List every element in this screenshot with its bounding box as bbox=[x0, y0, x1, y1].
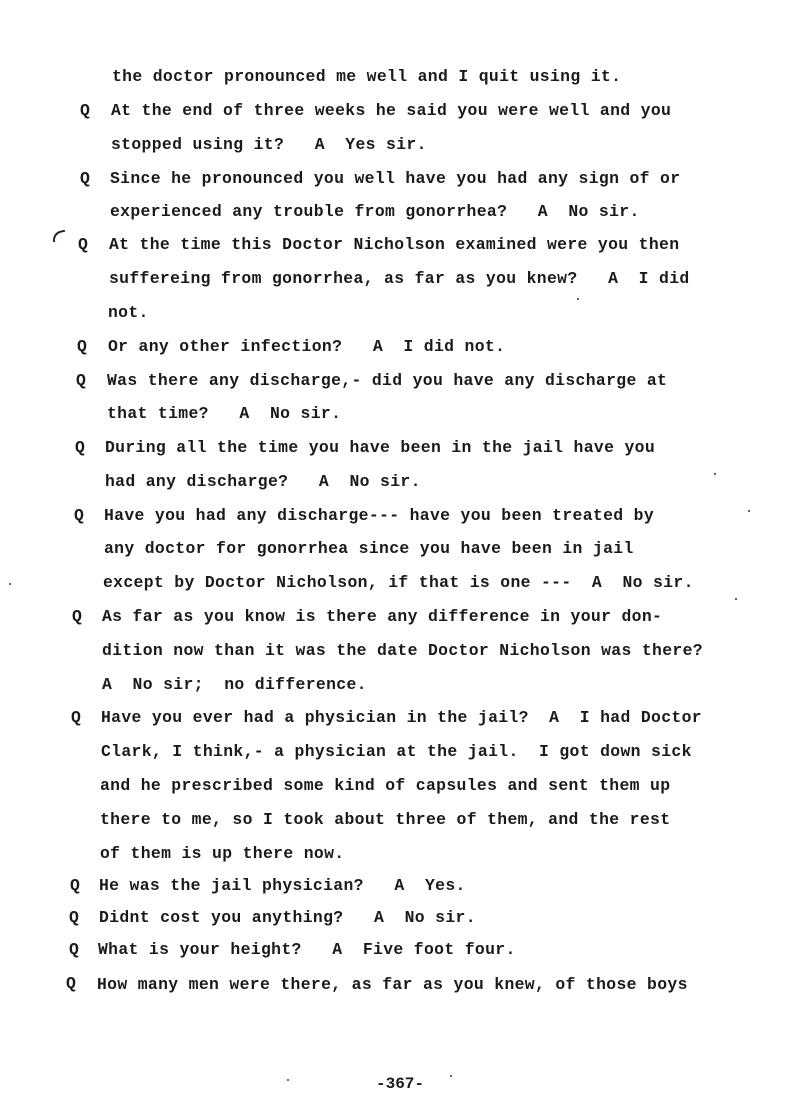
transcript-line: At the time this Doctor Nicholson examined were you then bbox=[109, 235, 680, 254]
question-marker: Q bbox=[80, 169, 90, 188]
transcript-line: Was there any discharge,- did you have any discharge at bbox=[107, 371, 668, 390]
question-marker: Q bbox=[74, 506, 84, 525]
transcript-line: During all the time you have been in the jail have you bbox=[105, 438, 656, 457]
transcript-line: not. bbox=[108, 303, 149, 322]
scan-speck bbox=[577, 298, 579, 300]
transcript-line: dition now than it was the date Doctor Nicholson was there? bbox=[102, 641, 703, 660]
transcript-line: How many men were there, as far as you knew, of those boys bbox=[97, 975, 688, 994]
transcript-line: there to me, so I took about three of them, and the rest bbox=[100, 810, 671, 829]
transcript-line: suffereing from gonorrhea, as far as you knew? A I did bbox=[109, 269, 690, 288]
question-marker: Q bbox=[78, 235, 88, 254]
transcript-line: that time? A No sir. bbox=[107, 404, 342, 423]
transcript-line: What is your height? A Five foot four. bbox=[98, 940, 516, 959]
scan-speck bbox=[735, 598, 737, 600]
scan-speck bbox=[714, 473, 716, 475]
transcript-line: experienced any trouble from gonorrhea? A No sir. bbox=[110, 202, 640, 221]
question-marker: Q bbox=[66, 974, 76, 993]
transcript-line: A No sir; no difference. bbox=[102, 675, 367, 694]
scan-speck bbox=[450, 1075, 452, 1077]
question-marker: Q bbox=[76, 371, 86, 390]
scan-speck bbox=[287, 1079, 289, 1081]
question-marker: Q bbox=[69, 940, 79, 959]
question-marker: Q bbox=[80, 101, 90, 120]
transcript-line: Since he pronounced you well have you had any sign of or bbox=[110, 169, 681, 188]
question-marker: Q bbox=[72, 607, 82, 626]
question-marker: Q bbox=[75, 438, 85, 457]
transcript-line: At the end of three weeks he said you were well and you bbox=[111, 101, 672, 120]
question-marker: Q bbox=[69, 908, 79, 927]
transcript-line: except by Doctor Nicholson, if that is one --- A No sir. bbox=[103, 573, 694, 592]
transcript-line: He was the jail physician? A Yes. bbox=[99, 876, 466, 895]
transcript-line: any doctor for gonorrhea since you have been in jail bbox=[104, 539, 634, 558]
scan-speck bbox=[748, 510, 750, 512]
transcript-line: Or any other infection? A I did not. bbox=[108, 337, 506, 356]
scan-speck bbox=[9, 583, 11, 585]
transcript-line: and he prescribed some kind of capsules and sent them up bbox=[100, 776, 671, 795]
transcript-line: Have you ever had a physician in the jail? A I had Doctor bbox=[101, 708, 702, 727]
question-marker: Q bbox=[71, 708, 81, 727]
margin-pencil-mark bbox=[51, 230, 67, 243]
transcript-line: Clark, I think,- a physician at the jail. I got down sick bbox=[101, 742, 692, 761]
question-marker: Q bbox=[70, 876, 80, 895]
question-marker: Q bbox=[77, 337, 87, 356]
transcript-line: As far as you know is there any difference in your don- bbox=[102, 607, 663, 626]
transcript-line: stopped using it? A Yes sir. bbox=[111, 135, 427, 154]
transcript-line: Have you had any discharge--- have you been treated by bbox=[104, 506, 655, 525]
transcript-line: Didnt cost you anything? A No sir. bbox=[99, 908, 476, 927]
transcript-line: of them is up there now. bbox=[100, 844, 345, 863]
transcript-line: the doctor pronounced me well and I quit using it. bbox=[112, 67, 622, 86]
page-number: -367- bbox=[375, 1075, 424, 1093]
transcript-line: had any discharge? A No sir. bbox=[105, 472, 421, 491]
